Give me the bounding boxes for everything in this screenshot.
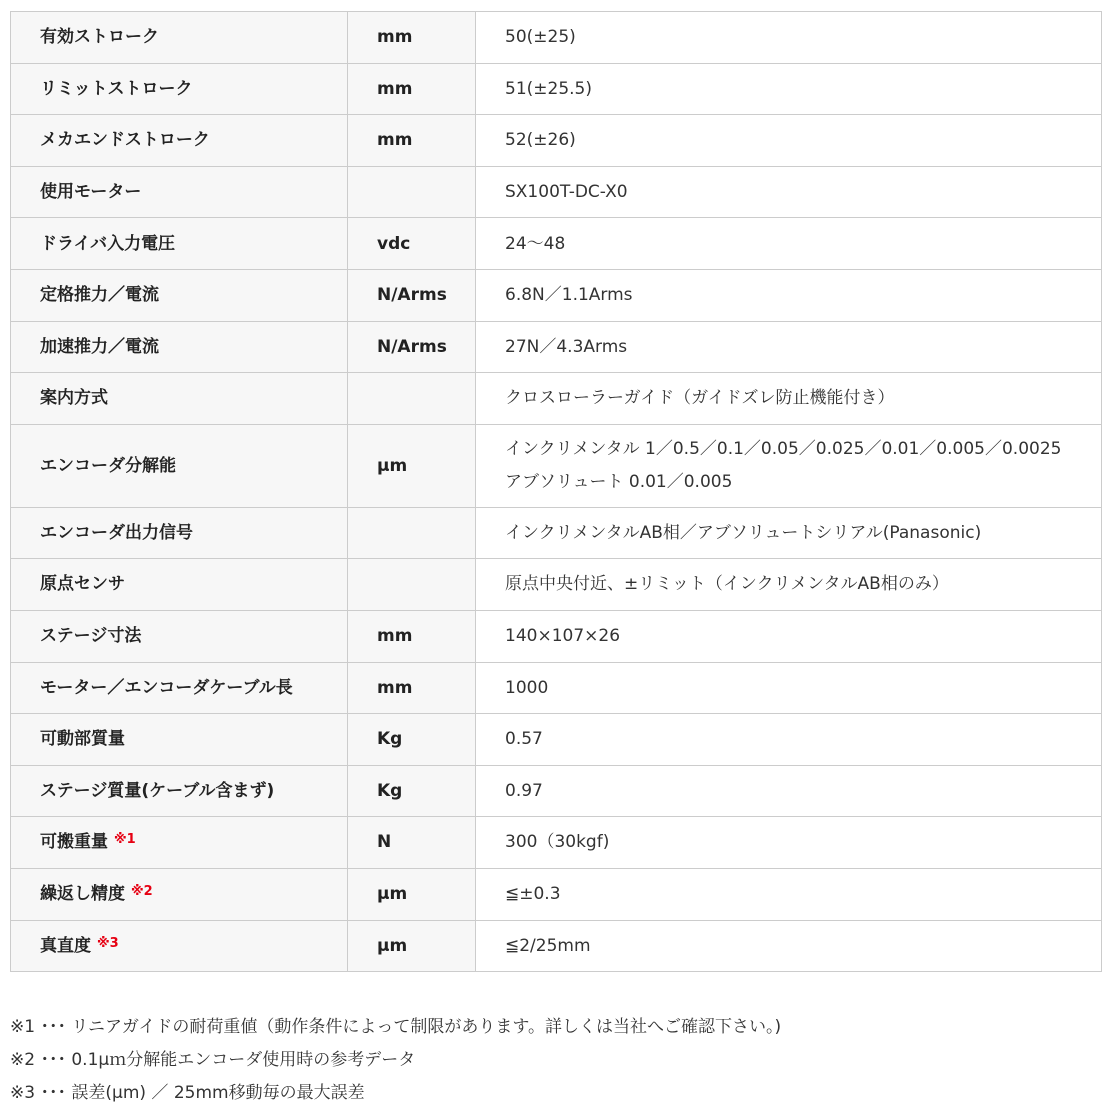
spec-value: インクリメンタル 1／0.5／0.1／0.05／0.025／0.01／0.005／0.0025 — [505, 439, 1062, 460]
spec-label: 繰返し精度 — [40, 884, 125, 905]
spec-label: 原点センサ — [40, 574, 125, 595]
spec-unit-cell — [348, 662, 476, 714]
spec-unit-cell — [348, 714, 476, 766]
table-row — [11, 765, 1102, 817]
spec-unit: mm — [377, 677, 413, 698]
table-row — [11, 115, 1102, 167]
spec-value: 24～48 — [505, 233, 566, 254]
spec-label: 可搬重量 — [40, 832, 108, 853]
spec-value-cell — [476, 765, 1102, 817]
spec-label-cell — [11, 12, 348, 64]
spec-unit: mm — [377, 78, 413, 99]
spec-label: ドライバ入力電圧 — [40, 233, 176, 254]
spec-label-cell — [11, 868, 348, 920]
spec-unit-cell — [348, 559, 476, 611]
spec-label: 可動部質量 — [40, 729, 125, 750]
spec-value-cell — [476, 714, 1102, 766]
table-row — [11, 269, 1102, 321]
table-row — [11, 424, 1102, 507]
spec-unit-cell — [348, 507, 476, 559]
footnotes — [10, 1011, 781, 1110]
spec-unit-cell — [348, 269, 476, 321]
spec-unit-cell — [348, 166, 476, 218]
spec-unit: μm — [377, 884, 408, 905]
spec-unit-cell — [348, 63, 476, 115]
table-row — [11, 321, 1102, 373]
spec-unit: N/Arms — [377, 336, 447, 357]
spec-value-cell — [476, 817, 1102, 869]
spec-label-cell — [11, 765, 348, 817]
spec-value-cell — [476, 662, 1102, 714]
spec-value: 300（30kgf) — [505, 832, 610, 853]
spec-value: 51(±25.5) — [505, 78, 592, 99]
spec-unit: N/Arms — [377, 285, 447, 306]
spec-value-cell — [476, 559, 1102, 611]
spec-value: 1000 — [505, 677, 549, 698]
table-row — [11, 373, 1102, 425]
spec-value-cell — [476, 868, 1102, 920]
spec-value: ≦2/25mm — [505, 935, 591, 956]
spec-value: 6.8N／1.1Arms — [505, 285, 633, 306]
spec-label: リミットストローク — [40, 78, 193, 99]
spec-unit-cell — [348, 218, 476, 270]
spec-value: インクリメンタルAB相／アブソリュートシリアル(Panasonic) — [505, 522, 982, 543]
spec-value: 0.97 — [505, 780, 543, 801]
spec-value-cell — [476, 218, 1102, 270]
spec-unit-cell — [348, 765, 476, 817]
table-row — [11, 12, 1102, 64]
table-row — [11, 714, 1102, 766]
spec-label: 定格推力／電流 — [40, 285, 159, 306]
spec-label: エンコーダ分解能 — [40, 455, 176, 476]
spec-value-cell — [476, 12, 1102, 64]
spec-label-cell — [11, 63, 348, 115]
spec-value: 140×107×26 — [505, 626, 621, 647]
spec-value: SX100T-DC-X0 — [505, 181, 628, 202]
spec-value-cell — [476, 920, 1102, 972]
spec-unit-cell — [348, 115, 476, 167]
spec-unit: Kg — [377, 780, 403, 801]
spec-unit: Kg — [377, 729, 403, 750]
table-row — [11, 166, 1102, 218]
spec-label-cell — [11, 662, 348, 714]
table-row — [11, 63, 1102, 115]
footnote-mark: ※2 — [131, 884, 153, 900]
spec-label: 真直度 — [40, 935, 91, 956]
spec-value: クロスローラーガイド（ガイドズレ防止機能付き） — [505, 388, 895, 409]
table-row — [11, 868, 1102, 920]
spec-label-cell — [11, 424, 348, 507]
spec-label: ステージ寸法 — [40, 626, 142, 647]
spec-unit: mm — [377, 130, 413, 151]
table-row — [11, 610, 1102, 662]
spec-value-line2: アブソリュート 0.01／0.005 — [505, 471, 733, 492]
spec-value: 27N／4.3Arms — [505, 336, 628, 357]
table-row — [11, 218, 1102, 270]
spec-value-cell — [476, 507, 1102, 559]
spec-label-cell — [11, 166, 348, 218]
spec-label-cell — [11, 115, 348, 167]
spec-unit-cell — [348, 424, 476, 507]
footnote-mark: ※3 — [97, 935, 119, 951]
spec-label-cell — [11, 920, 348, 972]
spec-label: エンコーダ出力信号 — [40, 522, 193, 543]
spec-label-cell — [11, 507, 348, 559]
spec-unit-cell — [348, 920, 476, 972]
spec-unit-cell — [348, 12, 476, 64]
spec-value: 50(±25) — [505, 27, 576, 48]
table-row — [11, 662, 1102, 714]
spec-label-cell — [11, 610, 348, 662]
spec-unit: mm — [377, 626, 413, 647]
spec-label-cell — [11, 817, 348, 869]
footnote-mark: ※1 — [114, 832, 136, 848]
table-row — [11, 920, 1102, 972]
spec-value: 52(±26) — [505, 130, 576, 151]
spec-label-cell — [11, 321, 348, 373]
spec-table — [10, 11, 1102, 972]
spec-unit: μm — [377, 455, 408, 476]
spec-unit: N — [377, 832, 392, 853]
spec-label: 案内方式 — [40, 388, 108, 409]
spec-label: ステージ質量(ケーブル含まず) — [40, 780, 275, 801]
spec-label-cell — [11, 373, 348, 425]
spec-label-cell — [11, 559, 348, 611]
footnote-2: ※2 ･･･ 0.1μｍ分解能エンコーダ使用時の参考データ — [10, 1050, 416, 1070]
spec-label: 使用モーター — [40, 181, 142, 202]
spec-unit: mm — [377, 27, 413, 48]
spec-unit-cell — [348, 610, 476, 662]
spec-label-cell — [11, 218, 348, 270]
spec-value: 原点中央付近、±リミット（インクリメンタルAB相のみ） — [505, 574, 949, 595]
spec-value-cell — [476, 424, 1102, 507]
spec-label: メカエンドストローク — [40, 130, 210, 151]
spec-label: モーター／エンコーダケーブル長 — [40, 677, 293, 698]
spec-value-cell — [476, 373, 1102, 425]
spec-value-cell — [476, 321, 1102, 373]
table-row — [11, 507, 1102, 559]
spec-value: 0.57 — [505, 729, 543, 750]
spec-unit-cell — [348, 868, 476, 920]
table-row — [11, 559, 1102, 611]
table-row — [11, 817, 1102, 869]
spec-unit-cell — [348, 321, 476, 373]
spec-value-cell — [476, 115, 1102, 167]
spec-value-cell — [476, 166, 1102, 218]
spec-value-cell — [476, 63, 1102, 115]
spec-label-cell — [11, 714, 348, 766]
footnote-1: ※1 ･･･ リニアガイドの耐荷重値（動作条件によって制限があります。詳しくは当社へご確認下さい。) — [10, 1017, 782, 1037]
spec-value-cell — [476, 610, 1102, 662]
spec-unit-cell — [348, 817, 476, 869]
spec-unit: vdc — [377, 233, 411, 254]
spec-unit-cell — [348, 373, 476, 425]
spec-label: 有効ストローク — [40, 27, 159, 48]
spec-unit: μm — [377, 935, 408, 956]
spec-label-cell — [11, 269, 348, 321]
spec-label: 加速推力／電流 — [40, 336, 159, 357]
spec-value: ≦±0.3 — [505, 884, 561, 905]
footnote-3: ※3 ･･･ 誤差(μm) ／ 25mm移動毎の最大誤差 — [10, 1083, 365, 1103]
spec-value-cell — [476, 269, 1102, 321]
